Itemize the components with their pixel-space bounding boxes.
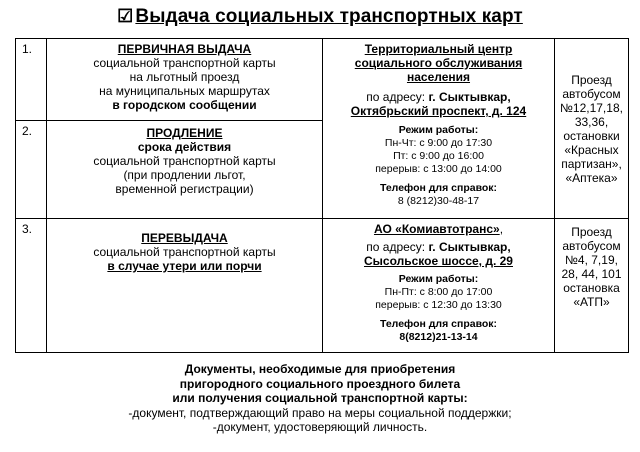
table-row-reissue <box>16 219 629 353</box>
hours-title: Режим работы: <box>398 273 479 285</box>
center-name-line: социального обслуживания <box>354 56 523 70</box>
center-name-line: Территориальный центр <box>364 42 513 56</box>
transit-line: автобусом <box>562 239 621 253</box>
service-cell-extension <box>47 121 323 219</box>
service-cell-primary-issue <box>47 39 323 121</box>
documents-item: -документ, подтверждающий право на меры социальной поддержки; <box>128 405 512 420</box>
hours-title: Режим работы: <box>398 124 479 136</box>
service-line: социальной транспортной карты <box>93 56 276 70</box>
phone-title: Телефон для справок: <box>379 318 498 330</box>
transit-line: «Красных <box>564 142 619 157</box>
transit-line: №4, 7,19, <box>565 253 618 267</box>
center-address-street: Сысольское шоссе, д. 29 <box>364 254 513 268</box>
transit-line: автобусом <box>562 86 621 101</box>
documents-heading-line: или получения социальной транспортной карты: <box>172 391 468 405</box>
service-bold-line: в городском сообщении <box>112 98 257 112</box>
phone-number: 8(8212)21-13-14 <box>399 331 478 343</box>
transit-line: остановки <box>563 128 620 143</box>
center-name: АО «Комиавтотранс», <box>373 222 504 236</box>
center-address-street: Октябрьский проспект, д. 124 <box>350 104 527 118</box>
table-row-primary-issue <box>16 39 629 121</box>
transit-line: «АТП» <box>573 295 610 309</box>
service-heading: ПЕРВИЧНАЯ ВЫДАЧА <box>117 42 252 56</box>
service-line: временной регистрации) <box>115 182 254 196</box>
transit-cell-2 <box>555 219 629 353</box>
transit-line: №12,17,18, <box>560 100 623 115</box>
center-name-line: населения <box>406 70 471 84</box>
documents-section <box>0 362 640 435</box>
hours-line: Пн-Чт: с 9:00 до 17:30 <box>384 137 493 149</box>
row-number: 1. <box>16 39 47 121</box>
hours-line: Пн-Пт: с 8:00 до 17:00 <box>384 286 493 298</box>
checkbox-icon: ☑ <box>117 6 134 26</box>
hours-line: перерыв: с 12:30 до 13:30 <box>375 299 502 311</box>
hours-line: Пт: с 9:00 до 16:00 <box>393 150 484 162</box>
transit-line: Проезд <box>571 225 612 239</box>
service-heading: ПРОДЛЕНИЕ <box>146 126 223 140</box>
center-address: по адресу: г. Сыктывкар, <box>366 240 511 254</box>
transit-line: «Аптека» <box>565 170 618 185</box>
service-line: социальной транспортной карты <box>93 245 276 259</box>
services-table <box>15 38 629 353</box>
service-line: на льготный проезд <box>129 70 240 84</box>
center-address: по адресу: г. Сыктывкар, <box>366 90 511 104</box>
service-bold-line: срока действия <box>137 140 232 154</box>
row-number: 2. <box>16 121 47 219</box>
phone-title: Телефон для справок: <box>379 182 498 194</box>
transit-line: 28, 44, 101 <box>561 267 622 281</box>
row-number: 3. <box>16 219 47 353</box>
service-cell-reissue <box>47 219 323 353</box>
hours-line: перерыв: с 13:00 до 14:00 <box>375 163 502 175</box>
transit-line: 33,36, <box>574 114 609 129</box>
documents-item: -документ, удостоверяющий личность. <box>212 420 428 434</box>
transit-line: остановка <box>563 281 620 295</box>
transit-line: Проезд <box>571 72 612 87</box>
page-title <box>0 6 640 28</box>
center-cell-komiavtotrans <box>323 219 555 353</box>
service-line: социальной транспортной карты <box>93 154 276 168</box>
phone-number: 8 (8212)30-48-17 <box>397 195 480 207</box>
service-line: (при продлении льгот, <box>123 168 246 182</box>
documents-heading-line: Документы, необходимые для приобретения <box>184 362 456 376</box>
page-title-text: Выдача социальных транспортных карт <box>135 6 523 27</box>
center-cell-territorial <box>323 39 555 219</box>
transit-cell-1 <box>555 39 629 219</box>
service-heading: ПЕРЕВЫДАЧА <box>141 231 228 245</box>
transit-line: партизан», <box>561 156 622 171</box>
documents-heading-line: пригородного социального проездного билета <box>179 376 461 391</box>
service-line: на муниципальных маршрутах <box>99 84 270 98</box>
service-bold-line: в случае утери или порчи <box>107 259 262 273</box>
